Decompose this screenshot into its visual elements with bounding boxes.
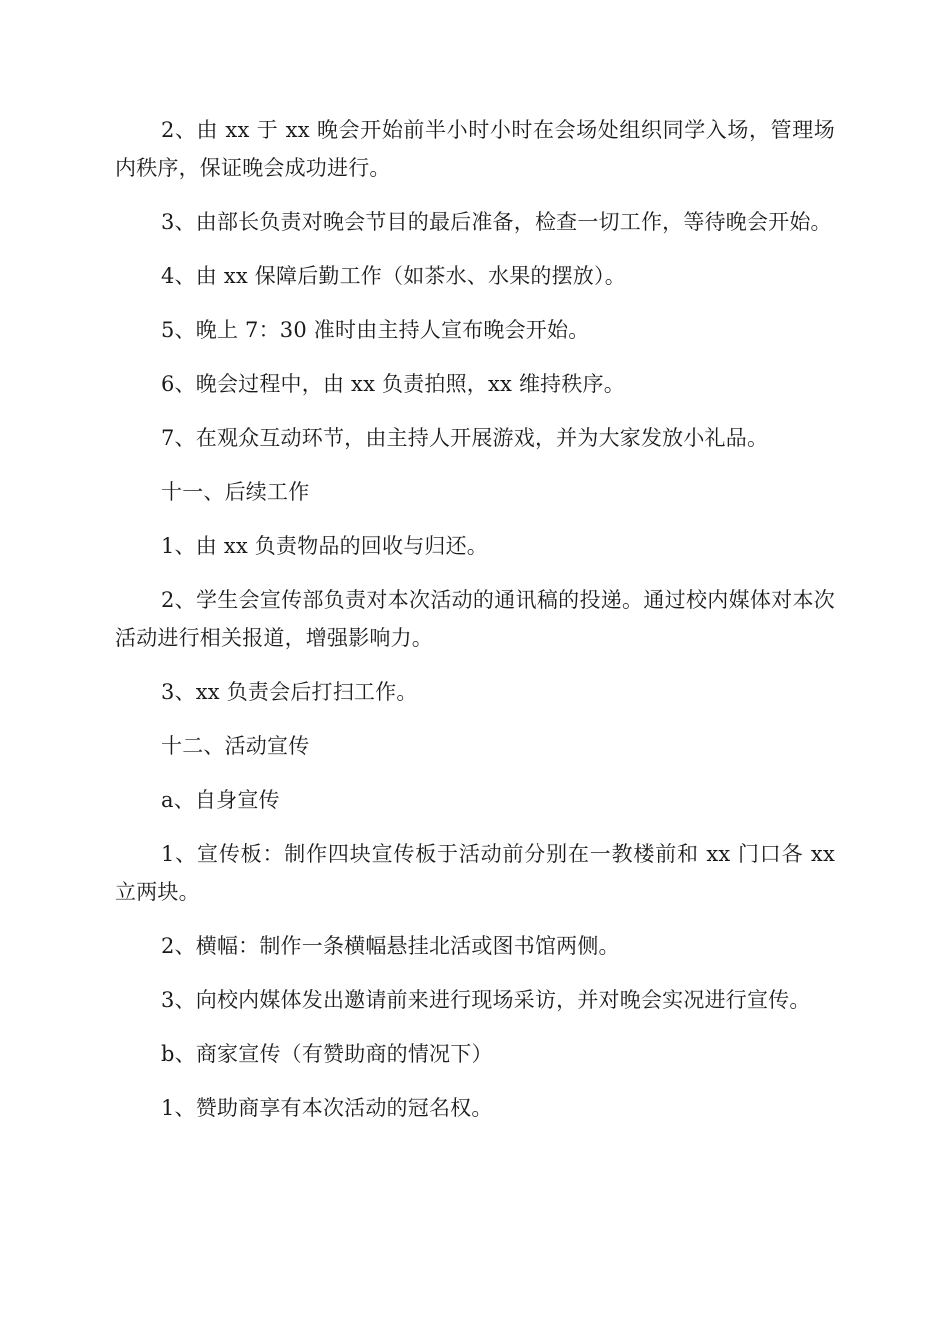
document-body	[115, 111, 835, 1143]
paragraph-item-1-boards: 1、宣传板：制作四块宣传板于活动前分别在一教楼前和 xx 门口各 xx 立两块。	[115, 842, 835, 904]
subheading-sponsor-promotion: b、商家宣传（有赞助商的情况下）	[161, 1042, 493, 1066]
paragraph-item-7-games: 7、在观众互动环节，由主持人开展游戏，并为大家发放小礼品。	[161, 426, 769, 450]
paragraph-item-5-start-time: 5、晚上 7：30 准时由主持人宣布晚会开始。	[161, 318, 590, 342]
section-heading-follow-up: 十一、后续工作	[161, 480, 310, 504]
paragraph-item-6-photos: 6、晚会过程中，由 xx 负责拍照，xx 维持秩序。	[161, 372, 625, 396]
paragraph-item-1-recycling: 1、由 xx 负责物品的回收与归还。	[161, 534, 488, 558]
paragraph-item-3-final-prep: 3、由部长负责对晚会节目的最后准备，检查一切工作，等待晚会开始。	[161, 210, 832, 234]
paragraph-item-1-naming-rights: 1、赞助商享有本次活动的冠名权。	[161, 1096, 493, 1120]
paragraph-item-4-logistics: 4、由 xx 保障后勤工作（如茶水、水果的摆放）。	[161, 264, 626, 288]
paragraph-item-3-media: 3、向校内媒体发出邀请前来进行现场采访，并对晚会实况进行宣传。	[161, 988, 811, 1012]
section-heading-promotion: 十二、活动宣传	[161, 734, 310, 758]
paragraph-item-2-entry: 2、由 xx 于 xx 晚会开始前半小时小时在会场处组织同学入场，管理场内秩序，保证晚会成功进行。	[115, 118, 835, 180]
paragraph-item-3-cleanup: 3、xx 负责会后打扫工作。	[161, 680, 418, 704]
paragraph-item-2-press-release: 2、学生会宣传部负责对本次活动的通讯稿的投递。通过校内媒体对本次活动进行相关报道，增强影响力。	[115, 588, 835, 650]
paragraph-item-2-banner: 2、横幅：制作一条横幅悬挂北活或图书馆两侧。	[161, 934, 620, 958]
subheading-self-promotion: a、自身宣传	[161, 788, 280, 812]
